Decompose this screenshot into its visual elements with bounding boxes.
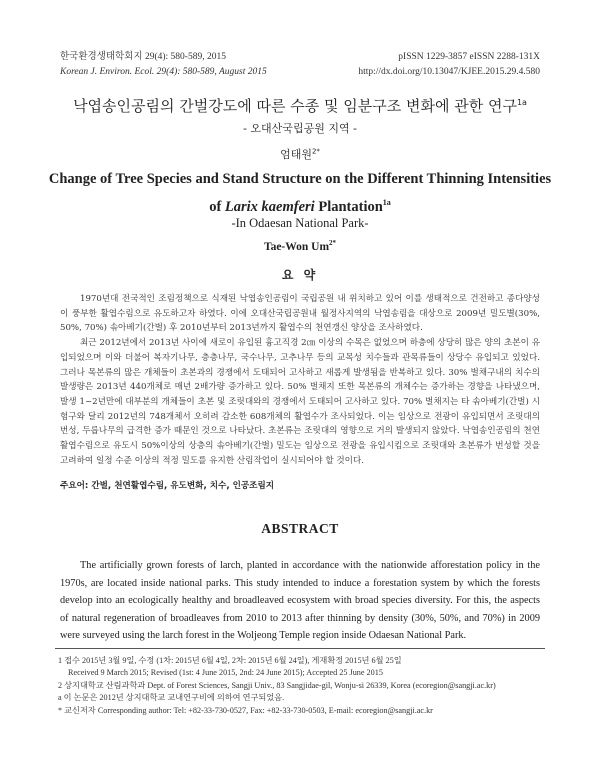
subtitle-english: -In Odaesan National Park- [231, 216, 369, 230]
author-korean-sup: 2* [311, 147, 320, 156]
journal-name-ko: 한국환경생태학회지 29(4): 580-589, 2015 [60, 52, 226, 62]
title-korean-text: 낙엽송인공림의 간벌강도에 따른 수종 및 임분구조 변화에 관한 연구 [73, 97, 517, 115]
author-korean-name: 엄태원 [280, 148, 312, 161]
title-korean-sup: 1a [516, 98, 527, 107]
abstract-ko-paragraph-2: 최근 2012년에서 2013년 사이에 새로이 유입된 흉고직경 2㎝ 이상의 수목은 없었으며 하층에 상당히 많은 양의 초본이 유입되었으며 이와 더불어 복자기나무, 층층나무, 국수나무, 고추나무 등의 교목성 치수들과 관목류들이 상당수 유입되고 있었다. 그러나 목본류의 많은 개체들이 초본과의 경쟁에서 도태되어 고사하고 새롭게 발생됨을 반복하고 있다. 30% 벌채구내의 치수의 발생량은 2013년 440개체로 매년 2배가량 증가하고 있다. 50% 벌채지 또한 목본류의 개체수는 증가하는 경향을 나타냈으며, 발생 1~2년만에 대부분의 개체들이 초본 및 조릿대와의 경쟁에서 도태되어 고사하고 있다. 70% 벌채지는 타 솎아베기(간벌) 시험구와 달리 2012년의 748개체서 오히려 감소한 608개체의 활엽수가 조사되었다. 이는 임상으로 전광이 유입되면서 조릿대의 번성, 두릅나무의 급격한 증가 때문인 것으로 나타났다. 초본류는 조릿대의 영향으로 거의 발생되지 않았다. 낙엽송인공림의 천연활엽수림으로 유도시 50%이상의 상층의 솎아베기(간벌) 밀도는 임상으로 전광을 유입시킴으로 조릿대와 초본류가 번성할 것을 고려하여 일정 수준 이상의 적정 밀도를 유지한 산림작업이 실시되어야 할 것이다. [60, 338, 540, 466]
abstract-en-heading: ABSTRACT [261, 521, 339, 536]
author-english-name: Tae-Won Um [263, 240, 330, 253]
doi-link[interactable]: http://dx.doi.org/10.13047/KJEE.2015.29.4.580 [358, 67, 540, 77]
title-korean [0, 95, 600, 116]
journal-header-right [358, 50, 540, 80]
title-english [0, 168, 600, 219]
footnote-received-en: Received 9 March 2015; Revised (1st: 4 June 2015, 2nd: 24 June 2015); Accepted 25 June 2015 [68, 668, 383, 678]
species-name: Larix kaemferi [224, 198, 315, 215]
subtitle-korean: - 오대산국립공원 지역 - [242, 122, 358, 135]
abstract-korean [60, 292, 540, 468]
title-english-line2 [0, 191, 600, 219]
title-english-plantation: Plantation [314, 198, 383, 215]
keywords: 주요어: 간벌, 천연활엽수림, 유도변화, 치수, 인공조림지 [60, 481, 275, 491]
footnotes [58, 655, 548, 717]
issn: pISSN 1229-3857 eISSN 2288-131X [398, 52, 540, 62]
title-english-sup: 1a [382, 198, 391, 207]
footnote-funding: a 이 논문은 2012년 상지대학교 교내연구비에 의하여 연구되었음. [58, 693, 285, 703]
footnote-received-ko: 1 접수 2015년 3월 9일, 수정 (1차: 2015년 6월 4일, 2차: 2015년 6월 24일), 게재확정 2015년 6월 25일 [58, 656, 402, 665]
author-english [0, 239, 600, 253]
abstract-ko-heading: 요 약 [281, 268, 319, 282]
abstract-english [60, 557, 540, 645]
footnote-affiliation: 2 상지대학교 산림과학과 Dept. of Forest Sciences, Sangji Univ., 83 Sangjidae-gil, Wonju-si 26339, Korea (ecoregion@sangji.ac.kr) [58, 680, 496, 690]
abstract-ko-paragraph-1: 1970년대 전국적인 조림정책으로 식재된 낙엽송인공림이 국립공원 내 위치하고 있어 이를 생태적으로 건전하고 종다양성이 풍부한 활엽수림으로 유도하고자 하였다. 이에 오대산국립공원내 월정사지역의 낙엽송림을 대상으로 2009년 밀도별(30%, 50%, 70%) 솎아베기(간벌) 후 2010년부터 2013년까지 활엽수의 천연갱신 양상을 조사하였다. [60, 294, 540, 334]
footnote-corresponding: * 교신저자 Corresponding author: Tel: +82-33-730-0527, Fax: +82-33-730-0503, E-mail: ecoregion@sangji.ac.kr [58, 705, 433, 715]
journal-header-left [60, 50, 267, 80]
title-english-of: of [209, 198, 225, 215]
abstract-en-paragraph-1: The artificially grown forests of larch, planted in accordance with the nationwide afforestation policy in the 1970s, are located inside national parks. This study intended to induce a forestation system by which the forests develop into an ecologically healthy and broadleaved ecosystem with broad species diversity. For this, the aspects of natural regeneration of broadleaves from 2010 to 2013 after thinning by density (30%, 50%, and 70%) in 2009 were surveyed using the larch forest in the Woljeong Temple region inside Odaesan National Park. [60, 560, 540, 642]
footnote-divider [55, 648, 545, 649]
author-english-sup: 2* [329, 239, 337, 247]
journal-name-en: Korean J. Environ. Ecol. 29(4): 580-589, August 2015 [60, 67, 267, 77]
title-english-line1: Change of Tree Species and Stand Structure on the Different Thinning Intensities [48, 171, 552, 187]
author-korean [0, 146, 600, 162]
